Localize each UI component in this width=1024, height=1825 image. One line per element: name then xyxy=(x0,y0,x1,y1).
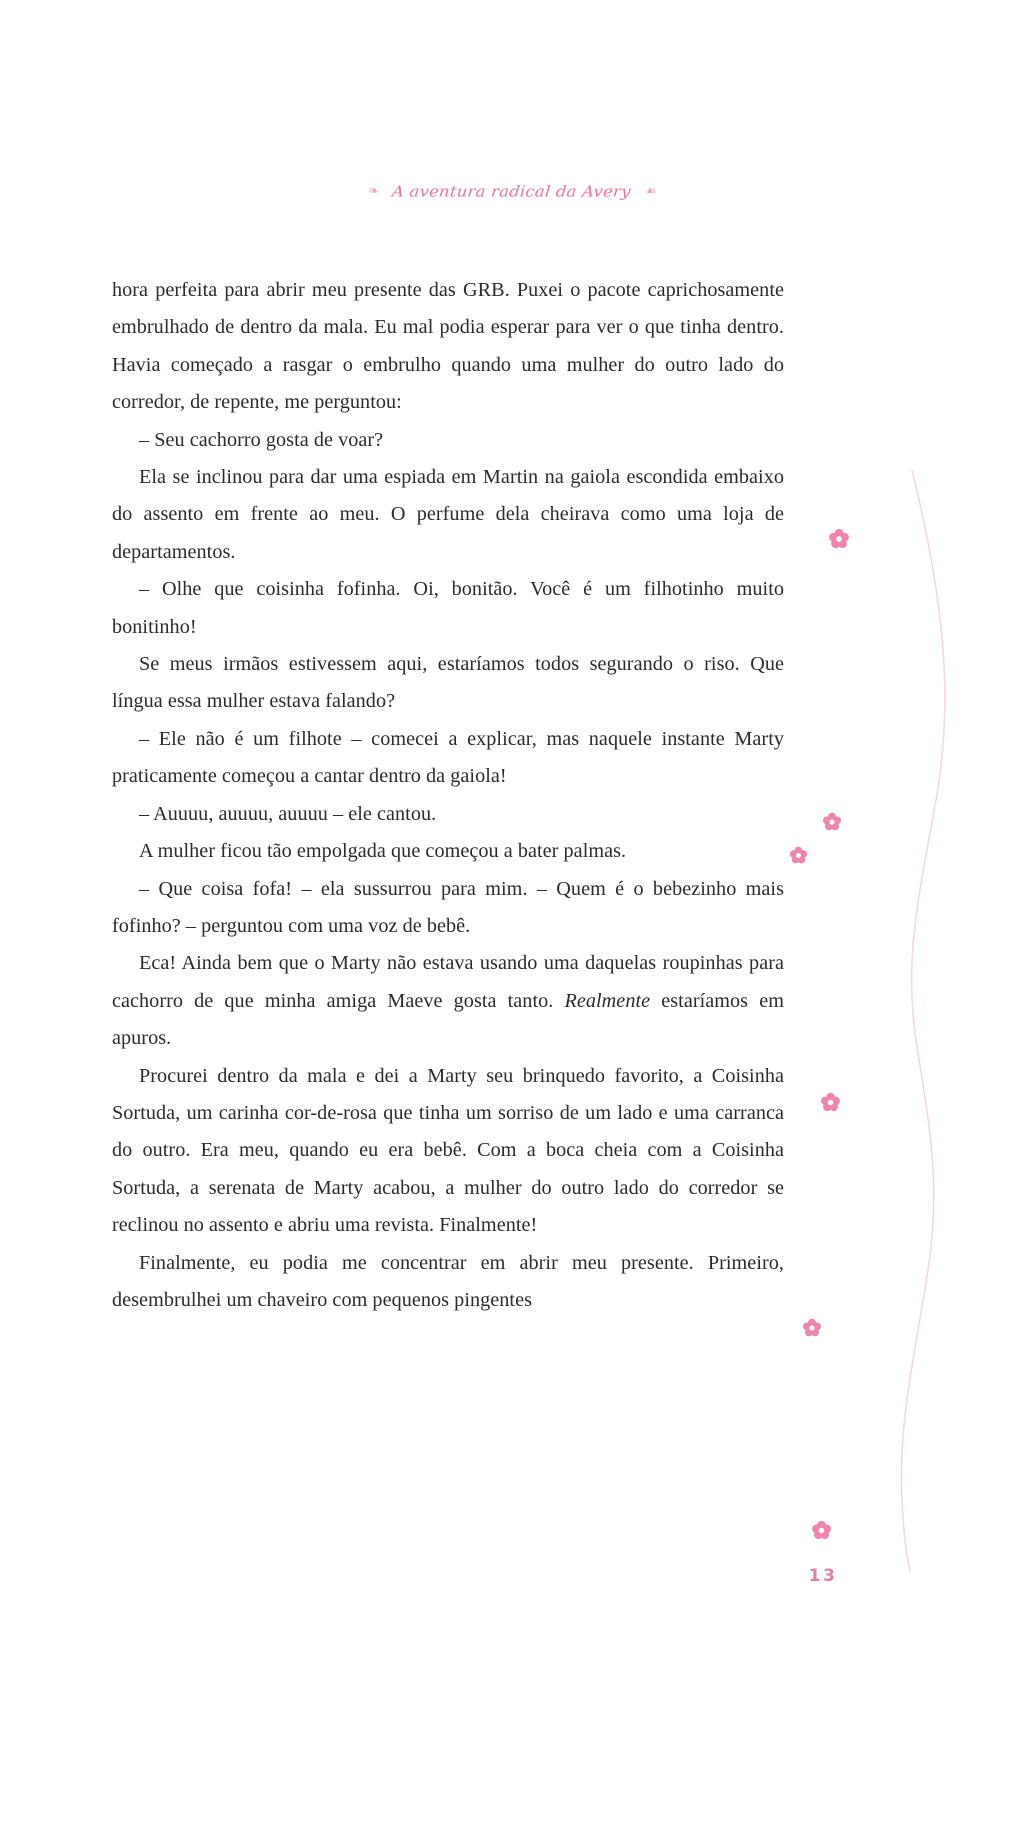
five-petal-flower-icon xyxy=(811,1520,832,1541)
ornament-left-icon: ❧ xyxy=(368,182,379,198)
paragraph: – Seu cachorro gosta de voar? xyxy=(139,428,384,451)
paragraph-with-emphasis xyxy=(112,945,784,1057)
vine-curve-icon xyxy=(824,0,1024,1820)
paragraph: – Que coisa fofa! – ela sussurrou para mim. – Quem é o bebezinho mais fofinho? – perguntou com uma voz de bebê. xyxy=(112,877,784,937)
paragraph: – Auuuu, auuuu, auuuu – ele cantou. xyxy=(139,802,437,825)
paragraph: Ela se inclinou para dar uma espiada em Martin na gaiola escondida embaixo do assento em frente ao meu. O perfume dela cheirava como uma loja de departamentos. xyxy=(112,466,784,563)
paragraph-text-after-emphasis: estaríamos em apuros. xyxy=(112,989,784,1050)
page-number: 13 xyxy=(808,1566,838,1586)
paragraph-text-before-emphasis: Eca! Ainda bem que o Marty não estava usando uma daquelas roupinhas para cachorro de que minha amiga Maeve gosta tanto. xyxy=(112,952,784,1012)
margin-vine-decoration xyxy=(824,0,1024,1820)
paragraph: Procurei dentro da mala e dei a Marty seu brinquedo favorito, a Coisinha Sortuda, um carinha cor-de-rosa que tinha um sorriso de um lado e uma carranca do outro. Era meu, quando eu era bebê. Com a boca cheia com a Coisinha Sortuda, a serenata de Marty acabou, a mulher do outro lado do corredor se reclinou no assento e abriu uma revista. Finalmente! xyxy=(112,1064,784,1237)
five-petal-flower-icon xyxy=(802,1318,822,1338)
five-petal-flower-icon xyxy=(822,812,842,832)
paragraph: Finalmente, eu podia me concentrar em abrir meu presente. Primeiro, desembrulhei um chaveiro com pequenos pingentes xyxy=(112,1251,784,1311)
five-petal-flower-icon xyxy=(820,1092,841,1113)
paragraph: Se meus irmãos estivessem aqui, estaríamos todos segurando o riso. Que língua essa mulher estava falando? xyxy=(112,653,784,713)
five-petal-flower-icon xyxy=(828,528,850,550)
paragraph: – Ele não é um filhote – comecei a explicar, mas naquele instante Marty praticamente começou a cantar dentro da gaiola! xyxy=(112,727,784,788)
paragraph: A mulher ficou tão empolgada que começou a bater palmas. xyxy=(139,840,627,863)
running-head xyxy=(0,182,1024,201)
paragraph: – Olhe que coisinha fofinha. Oi, bonitão. Você é um filhotinho muito bonitinho! xyxy=(112,578,784,638)
five-petal-flower-icon xyxy=(789,846,808,865)
running-head-title: A aventura radical da Avery xyxy=(391,182,632,201)
body-text-column xyxy=(112,272,784,1319)
paragraph: hora perfeita para abrir meu presente das GRB. Puxei o pacote caprichosamente embrulhado de dentro da mala. Eu mal podia esperar para ver o que tinha dentro. Havia começado a rasgar o embrulho quando uma mulher do outro lado do corredor, de repente, me perguntou: xyxy=(112,279,784,414)
emphasis-word: Realmente xyxy=(564,989,651,1012)
ornament-right-icon: ☙ xyxy=(644,182,656,198)
